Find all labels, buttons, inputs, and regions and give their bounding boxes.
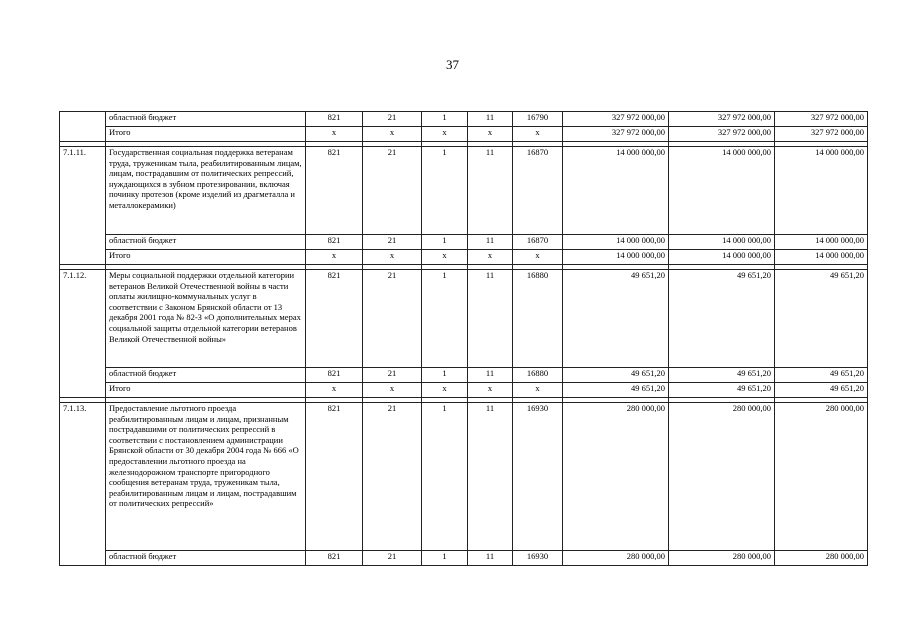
col-subprogram: 1 bbox=[422, 403, 468, 551]
col-amount-2020: 280 000,00 bbox=[669, 403, 775, 551]
col-subprogram: х bbox=[422, 250, 468, 265]
col-direction: 16870 bbox=[513, 235, 563, 250]
col-subprogram: 1 bbox=[422, 235, 468, 250]
col-direction: х bbox=[513, 383, 563, 398]
col-amount-2019: 49 651,20 bbox=[563, 270, 669, 368]
col-amount-2019: 14 000 000,00 bbox=[563, 235, 669, 250]
col-target: 11 bbox=[468, 147, 513, 235]
col-amount-2019: 49 651,20 bbox=[563, 383, 669, 398]
col-section: 21 bbox=[363, 112, 422, 127]
row-name: Меры социальной поддержки отдельной категории ветеранов Великой Отечественной войны в части оплаты жилищно-коммунальных услуг в соответствии с Законом Брянской области от 13 декабря 2001 года № 82-З «О дополнительных мерах социальной защиты отдельной категории ветеранов Великой Отечественной войны» bbox=[106, 270, 306, 368]
col-grbs: 821 bbox=[306, 147, 363, 235]
col-amount-2019: 14 000 000,00 bbox=[563, 250, 669, 265]
col-subprogram: 1 bbox=[422, 368, 468, 383]
table-body bbox=[60, 112, 868, 566]
col-direction: 16790 bbox=[513, 112, 563, 127]
col-amount-2020: 14 000 000,00 bbox=[669, 250, 775, 265]
col-amount-2021: 280 000,00 bbox=[775, 403, 868, 551]
col-grbs: 821 bbox=[306, 403, 363, 551]
row-name: областной бюджет bbox=[106, 235, 306, 250]
table-row-item bbox=[60, 147, 868, 235]
budget-table bbox=[59, 111, 868, 566]
col-amount-2020: 327 972 000,00 bbox=[669, 112, 775, 127]
col-amount-2019: 49 651,20 bbox=[563, 368, 669, 383]
page-number: 37 bbox=[446, 57, 459, 72]
col-section: 21 bbox=[363, 551, 422, 566]
table-row-total bbox=[60, 250, 868, 265]
col-direction: 16930 bbox=[513, 403, 563, 551]
table-row-budget bbox=[60, 551, 868, 566]
col-amount-2020: 280 000,00 bbox=[669, 551, 775, 566]
col-direction: 16880 bbox=[513, 270, 563, 368]
col-target: 11 bbox=[468, 235, 513, 250]
col-amount-2020: 49 651,20 bbox=[669, 368, 775, 383]
row-code: 7.1.13. bbox=[60, 403, 106, 566]
col-amount-2020: 327 972 000,00 bbox=[669, 127, 775, 142]
row-name: областной бюджет bbox=[106, 112, 306, 127]
col-grbs: 821 bbox=[306, 112, 363, 127]
col-amount-2021: 14 000 000,00 bbox=[775, 147, 868, 235]
col-section: 21 bbox=[363, 403, 422, 551]
row-name: областной бюджет bbox=[106, 551, 306, 566]
col-target: х bbox=[468, 127, 513, 142]
col-subprogram: 1 bbox=[422, 551, 468, 566]
row-name: Итого bbox=[106, 383, 306, 398]
col-section: 21 bbox=[363, 270, 422, 368]
table-row-budget bbox=[60, 112, 868, 127]
col-target: х bbox=[468, 250, 513, 265]
col-direction: х bbox=[513, 127, 563, 142]
col-amount-2019: 14 000 000,00 bbox=[563, 147, 669, 235]
col-section: х bbox=[363, 250, 422, 265]
col-direction: 16880 bbox=[513, 368, 563, 383]
col-direction: х bbox=[513, 250, 563, 265]
col-amount-2020: 49 651,20 bbox=[669, 270, 775, 368]
col-section: 21 bbox=[363, 368, 422, 383]
col-subprogram: 1 bbox=[422, 270, 468, 368]
table-row-budget bbox=[60, 235, 868, 250]
table-row-item bbox=[60, 270, 868, 368]
col-amount-2021: 49 651,20 bbox=[775, 270, 868, 368]
col-grbs: 821 bbox=[306, 368, 363, 383]
row-name: Итого bbox=[106, 250, 306, 265]
col-amount-2019: 280 000,00 bbox=[563, 551, 669, 566]
col-target: 11 bbox=[468, 403, 513, 551]
col-target: 11 bbox=[468, 270, 513, 368]
row-code: 7.1.12. bbox=[60, 270, 106, 398]
col-section: х bbox=[363, 127, 422, 142]
row-name: Итого bbox=[106, 127, 306, 142]
col-grbs: 821 bbox=[306, 270, 363, 368]
col-target: 11 bbox=[468, 112, 513, 127]
row-name: областной бюджет bbox=[106, 368, 306, 383]
col-direction: 16870 bbox=[513, 147, 563, 235]
col-amount-2021: 327 972 000,00 bbox=[775, 127, 868, 142]
table-row-total bbox=[60, 127, 868, 142]
row-name: Государственная социальная поддержка ветеранам труда, труженикам тыла, реабилитированным лицам, лицам, пострадавшим от политических репрессий, нуждающихся в зубном протезировании, включая починку протезов (кроме изделий из драгметалла и металлокерамики) bbox=[106, 147, 306, 235]
col-amount-2021: 49 651,20 bbox=[775, 368, 868, 383]
col-direction: 16930 bbox=[513, 551, 563, 566]
col-grbs: х bbox=[306, 250, 363, 265]
col-amount-2020: 14 000 000,00 bbox=[669, 147, 775, 235]
col-subprogram: 1 bbox=[422, 112, 468, 127]
col-amount-2021: 327 972 000,00 bbox=[775, 112, 868, 127]
col-target: 11 bbox=[468, 551, 513, 566]
col-amount-2020: 49 651,20 bbox=[669, 383, 775, 398]
col-grbs: х bbox=[306, 383, 363, 398]
col-section: 21 bbox=[363, 235, 422, 250]
col-amount-2019: 327 972 000,00 bbox=[563, 112, 669, 127]
table-row-item bbox=[60, 403, 868, 551]
table-row-total bbox=[60, 383, 868, 398]
row-code: 7.1.11. bbox=[60, 147, 106, 265]
col-section: 21 bbox=[363, 147, 422, 235]
col-grbs: х bbox=[306, 127, 363, 142]
col-subprogram: 1 bbox=[422, 147, 468, 235]
col-grbs: 821 bbox=[306, 551, 363, 566]
col-amount-2021: 49 651,20 bbox=[775, 383, 868, 398]
col-amount-2021: 14 000 000,00 bbox=[775, 235, 868, 250]
col-subprogram: х bbox=[422, 383, 468, 398]
row-code bbox=[60, 112, 106, 142]
col-target: х bbox=[468, 383, 513, 398]
col-section: х bbox=[363, 383, 422, 398]
table-row-budget bbox=[60, 368, 868, 383]
col-subprogram: х bbox=[422, 127, 468, 142]
col-amount-2020: 14 000 000,00 bbox=[669, 235, 775, 250]
col-amount-2021: 280 000,00 bbox=[775, 551, 868, 566]
col-grbs: 821 bbox=[306, 235, 363, 250]
col-amount-2021: 14 000 000,00 bbox=[775, 250, 868, 265]
col-amount-2019: 280 000,00 bbox=[563, 403, 669, 551]
col-amount-2019: 327 972 000,00 bbox=[563, 127, 669, 142]
col-target: 11 bbox=[468, 368, 513, 383]
row-name: Предоставление льготного проезда реабилитированным лицам и лицам, признанным пострадавшими от политических репрессий в соответствии с постановлением администрации Брянской области от 30 декабря 2004 года № 666 «О предоставлении льготного проезда на железнодорожном транспорте пригородного сообщения ветеранам труда, труженикам тыла, реабилитированным лицам и лицам, пострадавшим от политических репрессий» bbox=[106, 403, 306, 551]
